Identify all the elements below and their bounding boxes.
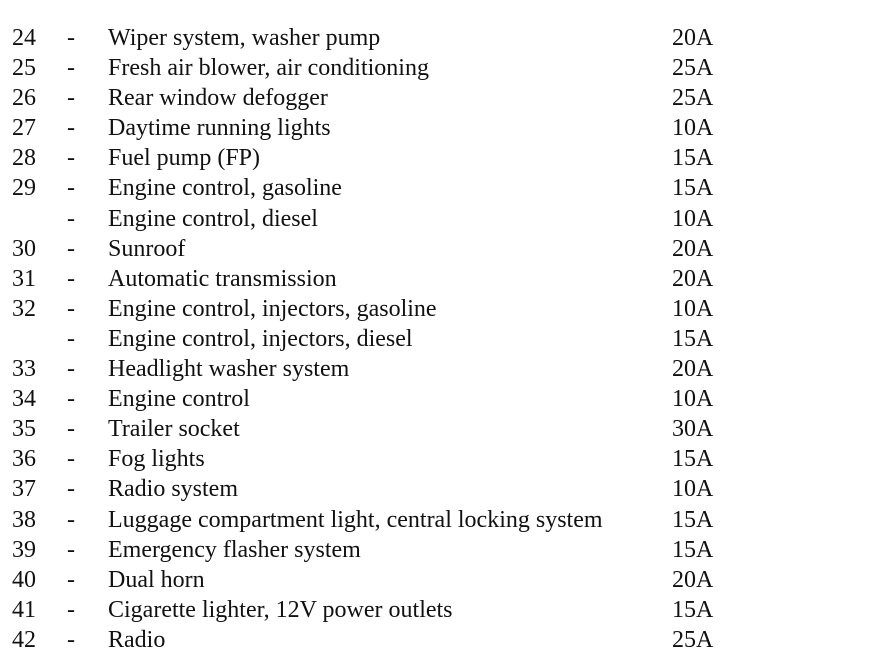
table-row — [0, 565, 871, 595]
separator-dash: - — [67, 145, 75, 172]
table-row — [0, 294, 871, 324]
table-row — [0, 625, 871, 655]
separator-dash: - — [67, 596, 75, 623]
fuse-number: 29 — [12, 175, 36, 202]
separator-dash: - — [67, 416, 75, 443]
fuse-number: 28 — [12, 145, 36, 172]
fuse-description: Radio — [108, 626, 166, 653]
table-row — [0, 535, 871, 565]
fuse-amperage: 20A — [672, 25, 714, 51]
fuse-amperage: 10A — [672, 386, 714, 413]
fuse-table — [0, 23, 871, 655]
table-row — [0, 264, 871, 294]
table-row — [0, 324, 871, 354]
table-row — [0, 53, 871, 83]
fuse-number: 36 — [12, 446, 36, 473]
fuse-description: Emergency flasher system — [108, 536, 361, 563]
fuse-description: Fresh air blower, air conditioning — [108, 55, 429, 82]
table-row — [0, 444, 871, 474]
fuse-number: 38 — [12, 506, 36, 533]
table-row — [0, 113, 871, 143]
fuse-description: Rear window defogger — [108, 85, 328, 112]
fuse-description: Trailer socket — [108, 416, 240, 443]
fuse-amperage: 20A — [672, 265, 714, 292]
separator-dash: - — [67, 265, 75, 292]
fuse-description: Dual horn — [108, 566, 205, 593]
fuse-amperage: 10A — [672, 205, 714, 232]
fuse-number: 37 — [12, 476, 36, 503]
fuse-amperage: 15A — [672, 506, 714, 533]
fuse-amperage: 10A — [672, 295, 714, 322]
separator-dash: - — [67, 115, 75, 142]
fuse-description: Luggage compartment light, central locking system — [108, 506, 603, 533]
separator-dash: - — [67, 566, 75, 593]
fuse-description: Engine control, gasoline — [108, 175, 342, 202]
table-row — [0, 204, 871, 234]
fuse-amperage: 25A — [672, 626, 714, 653]
fuse-description: Wiper system, washer pump — [108, 25, 381, 51]
fuse-number: 32 — [12, 295, 36, 322]
table-row — [0, 384, 871, 414]
fuse-amperage: 15A — [672, 325, 714, 352]
table-row — [0, 173, 871, 203]
fuse-description: Engine control, injectors, gasoline — [108, 295, 437, 322]
fuse-description: Fuel pump (FP) — [108, 145, 261, 172]
fuse-number: 24 — [12, 25, 36, 51]
fuse-amperage: 15A — [672, 596, 714, 623]
fuse-number: 27 — [12, 115, 36, 142]
fuse-number: 40 — [12, 566, 36, 593]
table-row — [0, 414, 871, 444]
separator-dash: - — [67, 55, 75, 82]
separator-dash: - — [67, 25, 75, 51]
table-row — [0, 505, 871, 535]
fuse-amperage: 15A — [672, 446, 714, 473]
fuse-description: Daytime running lights — [108, 115, 331, 142]
table-row — [0, 595, 871, 625]
separator-dash: - — [67, 386, 75, 413]
fuse-number: 30 — [12, 235, 36, 262]
fuse-amperage: 30A — [672, 416, 714, 443]
fuse-amperage: 10A — [672, 115, 714, 142]
fuse-description: Sunroof — [108, 235, 186, 262]
fuse-amperage: 15A — [672, 145, 714, 172]
fuse-number: 33 — [12, 356, 36, 383]
fuse-description: Engine control — [108, 386, 250, 413]
fuse-amperage: 20A — [672, 566, 714, 593]
fuse-number: 35 — [12, 416, 36, 443]
fuse-amperage: 15A — [672, 536, 714, 563]
fuse-amperage: 25A — [672, 85, 714, 112]
fuse-description: Headlight washer system — [108, 356, 350, 383]
fuse-description: Engine control, injectors, diesel — [108, 325, 413, 352]
table-row — [0, 23, 871, 53]
separator-dash: - — [67, 295, 75, 322]
separator-dash: - — [67, 446, 75, 473]
table-row — [0, 354, 871, 384]
fuse-number: 25 — [12, 55, 36, 82]
fuse-number: 42 — [12, 626, 36, 653]
fuse-amperage: 20A — [672, 356, 714, 383]
separator-dash: - — [67, 175, 75, 202]
fuse-description: Automatic transmission — [108, 265, 337, 292]
fuse-number: 31 — [12, 265, 36, 292]
fuse-amperage: 10A — [672, 476, 714, 503]
fuse-description: Engine control, diesel — [108, 205, 318, 232]
table-row — [0, 474, 871, 504]
fuse-amperage: 25A — [672, 55, 714, 82]
table-row — [0, 234, 871, 264]
table-row — [0, 143, 871, 173]
separator-dash: - — [67, 235, 75, 262]
separator-dash: - — [67, 325, 75, 352]
fuse-number: 39 — [12, 536, 36, 563]
separator-dash: - — [67, 205, 75, 232]
fuse-amperage: 15A — [672, 175, 714, 202]
separator-dash: - — [67, 626, 75, 653]
separator-dash: - — [67, 476, 75, 503]
fuse-number: 41 — [12, 596, 36, 623]
fuse-number: 26 — [12, 85, 36, 112]
fuse-description: Cigarette lighter, 12V power outlets — [108, 596, 453, 623]
separator-dash: - — [67, 85, 75, 112]
fuse-description: Fog lights — [108, 446, 205, 473]
fuse-description: Radio system — [108, 476, 238, 503]
table-row — [0, 83, 871, 113]
separator-dash: - — [67, 506, 75, 533]
separator-dash: - — [67, 536, 75, 563]
fuse-number: 34 — [12, 386, 36, 413]
separator-dash: - — [67, 356, 75, 383]
fuse-amperage: 20A — [672, 235, 714, 262]
